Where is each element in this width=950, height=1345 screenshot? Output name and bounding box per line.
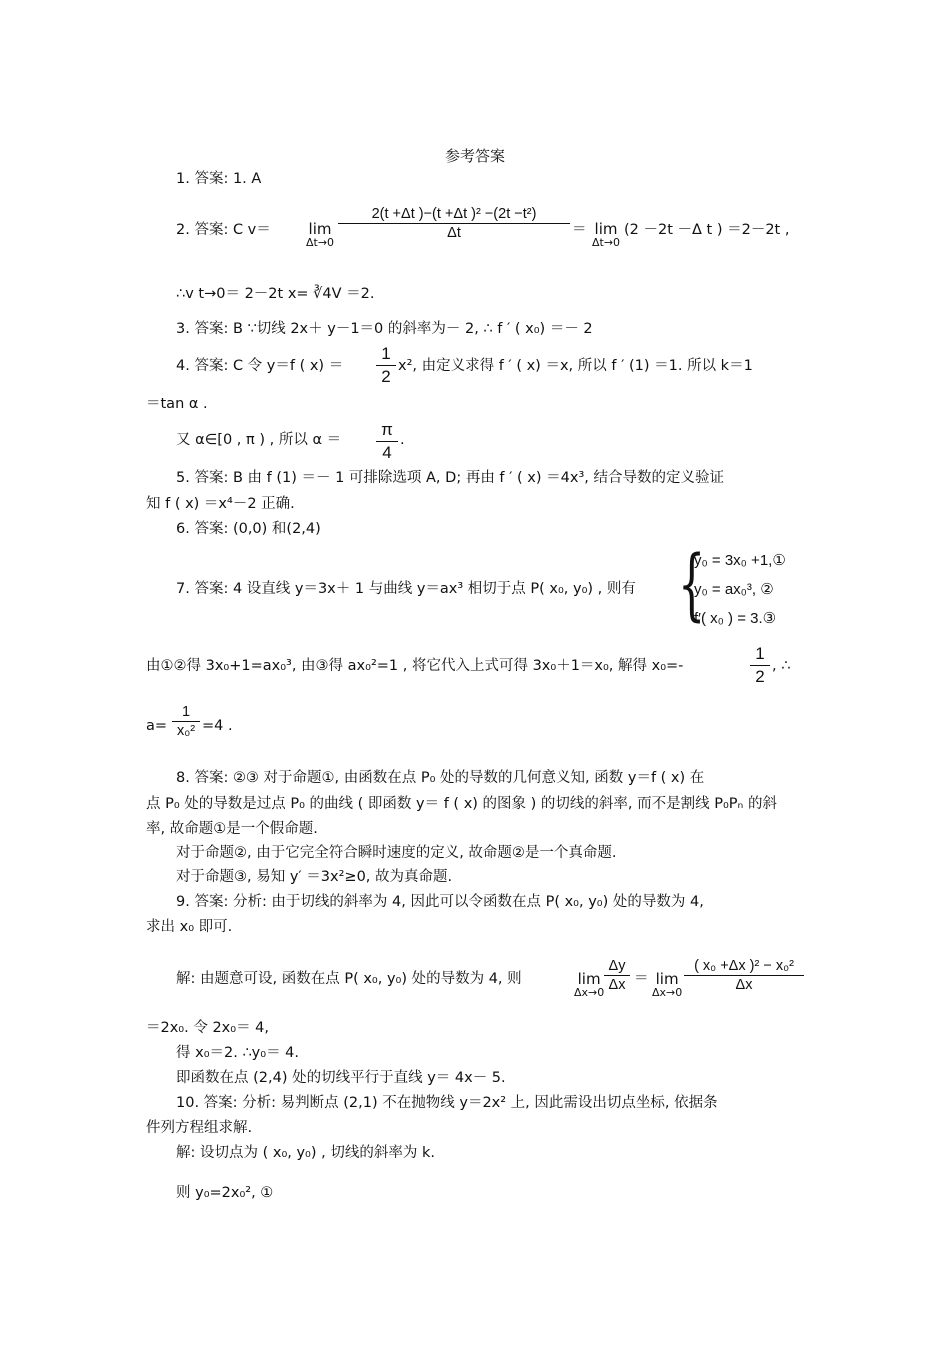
answer-4-line-2: ＝tan α . <box>146 396 208 412</box>
answer-9-line-4: ＝2x₀. 令 2x₀＝ 4, <box>146 1020 270 1036</box>
answer-4-line-3-tail: . <box>400 432 405 448</box>
fraction-denominator: Δx <box>608 977 626 993</box>
fraction-numerator: 1 <box>181 704 191 720</box>
answer-5-line-2: 知 f ( x) ＝x⁴－2 正确. <box>146 496 295 512</box>
answer-8-line-5: 对于命题③, 易知 y′ ＝3x²≥0, 故为真命题. <box>176 869 453 885</box>
fraction-denominator: Δt <box>447 225 461 241</box>
answer-9-line-2: 求出 x₀ 即可. <box>146 919 233 935</box>
answer-5-line-1: 5. 答案: B 由 f (1) ＝－ 1 可排除选项 A, D; 再由 f ′ ( x) ＝4x³, 结合导数的定义验证 <box>176 470 724 486</box>
answer-2-limit <box>306 221 334 249</box>
answer-7-line-2: 由①②得 3x₀+1=ax₀³, 由③得 ax₀²=1 , 将它代入上式可得 3x₀＋1＝x₀, 解得 x₀=- <box>146 658 684 674</box>
answer-8-line-3: 率, 故命题①是一个假命题. <box>146 821 318 837</box>
answer-9-dydx <box>604 958 630 993</box>
answer-9-limit-2 <box>652 971 682 999</box>
limit-word: lim <box>655 970 679 988</box>
system-eq-3: f′( x₀ ) = 3.③ <box>694 610 777 627</box>
fraction-denominator: 2 <box>381 367 391 386</box>
answer-7-line-2-tail: , ∴ <box>772 658 791 674</box>
answer-2-head: 2. 答案: C v＝ <box>176 222 271 238</box>
answer-7-a-fraction <box>172 704 200 739</box>
answer-7-head: 7. 答案: 4 设直线 y＝3x＋ 1 与曲线 y＝ax³ 相切于点 P( x₀, y₀) , 则有 <box>176 581 636 597</box>
answer-9-eq: ＝ <box>634 971 649 987</box>
answer-2-line-2: ∴v t→0＝ 2－2t x= ∛4V ＝2. <box>176 286 375 302</box>
answer-2-limit-2 <box>592 221 620 249</box>
answer-3: 3. 答案: B ∵切线 2x＋ y－1＝0 的斜率为－ 2, ∴ f ′ ( x₀) ＝－ 2 <box>176 321 593 337</box>
answer-9-line-6: 即函数在点 (2,4) 处的切线平行于直线 y＝ 4x－ 5. <box>176 1070 506 1086</box>
fraction-denominator: x₀² <box>176 723 196 739</box>
answer-9-sol-head: 解: 由题意可设, 函数在点 P( x₀, y₀) 处的导数为 4, 则 <box>176 971 522 987</box>
answer-10-line-1: 10. 答案: 分析: 易判断点 (2,1) 不在抛物线 y＝2x² 上, 因此需设出切点坐标, 依据条 <box>176 1095 718 1111</box>
limit-sub: Δt→0 <box>306 236 335 249</box>
answer-10-line-3: 解: 设切点为 ( x₀, y₀) , 切线的斜率为 k. <box>176 1145 435 1161</box>
fraction-numerator: 1 <box>381 344 391 363</box>
system-eq-2: y₀ = ax₀³, ② <box>694 581 774 598</box>
fraction-numerator: Δy <box>608 958 626 974</box>
answer-10-line-2: 件列方程组求解. <box>146 1120 253 1136</box>
answer-2-tail: (2 －2t －Δ t ) ＝2－2t , <box>624 222 790 238</box>
limit-word: lim <box>308 220 332 238</box>
answer-7-a-head: a= <box>146 718 168 734</box>
fraction-denominator: 2 <box>755 667 765 686</box>
limit-word: lim <box>594 220 618 238</box>
answer-9-limit <box>574 971 604 999</box>
answer-4-pi-fraction <box>376 420 398 463</box>
answer-4-head: 4. 答案: C 令 y＝f ( x) ＝ <box>176 358 344 374</box>
system-brace: { <box>678 540 706 630</box>
answer-2-eq: ＝ <box>572 222 587 238</box>
answer-8-line-1: 8. 答案: ②③ 对于命题①, 由函数在点 P₀ 处的导数的几何意义知, 函数 y＝f ( x) 在 <box>176 770 705 786</box>
fraction-denominator: Δx <box>735 977 753 993</box>
limit-sub: Δx→0 <box>652 986 683 999</box>
answer-9-line-5: 得 x₀＝2. ∴y₀＝ 4. <box>176 1045 300 1061</box>
answer-8-line-4: 对于命题②, 由于它完全符合瞬时速度的定义, 故命题②是一个真命题. <box>176 845 617 861</box>
limit-sub: Δt→0 <box>592 236 621 249</box>
answer-8-line-2: 点 P₀ 处的导数是过点 P₀ 的曲线 ( 即函数 y＝ f ( x) 的图象 ) 的切线的斜率, 而不是割线 P₀Pₙ 的斜 <box>146 796 777 812</box>
answer-4-fraction <box>376 344 396 387</box>
fraction-numerator: 1 <box>755 644 765 663</box>
fraction-numerator: 2(t +Δt )−(t +Δt )² −(2t −t²) <box>371 206 537 222</box>
answer-4-line-3: 又 α∈[0 , π ) , 所以 α ＝ <box>176 432 342 448</box>
limit-word: lim <box>577 970 601 988</box>
answer-10-line-4: 则 y₀=2x₀², ① <box>176 1185 274 1201</box>
fraction-denominator: 4 <box>382 443 392 462</box>
answer-4-tail: x², 由定义求得 f ′ ( x) ＝x, 所以 f ′ (1) ＝1. 所以 k＝1 <box>398 358 753 374</box>
answer-7-a-tail: =4 . <box>202 718 233 734</box>
answer-9-fraction <box>684 958 804 993</box>
answer-2-fraction <box>338 206 570 241</box>
answer-1: 1. 答案: 1. A <box>176 171 262 187</box>
fraction-numerator: ( x₀ +Δx )² − x₀² <box>694 958 794 974</box>
limit-sub: Δx→0 <box>574 986 605 999</box>
answer-7-half-fraction <box>750 644 770 687</box>
fraction-numerator: π <box>381 420 393 439</box>
system-eq-1: y₀ = 3x₀ +1,① <box>694 552 786 569</box>
answer-6: 6. 答案: (0,0) 和(2,4) <box>176 521 321 537</box>
answer-9-line-1: 9. 答案: 分析: 由于切线的斜率为 4, 因此可以令函数在点 P( x₀, y₀) 处的导数为 4, <box>176 894 704 910</box>
page-title: 参考答案 <box>444 147 505 165</box>
